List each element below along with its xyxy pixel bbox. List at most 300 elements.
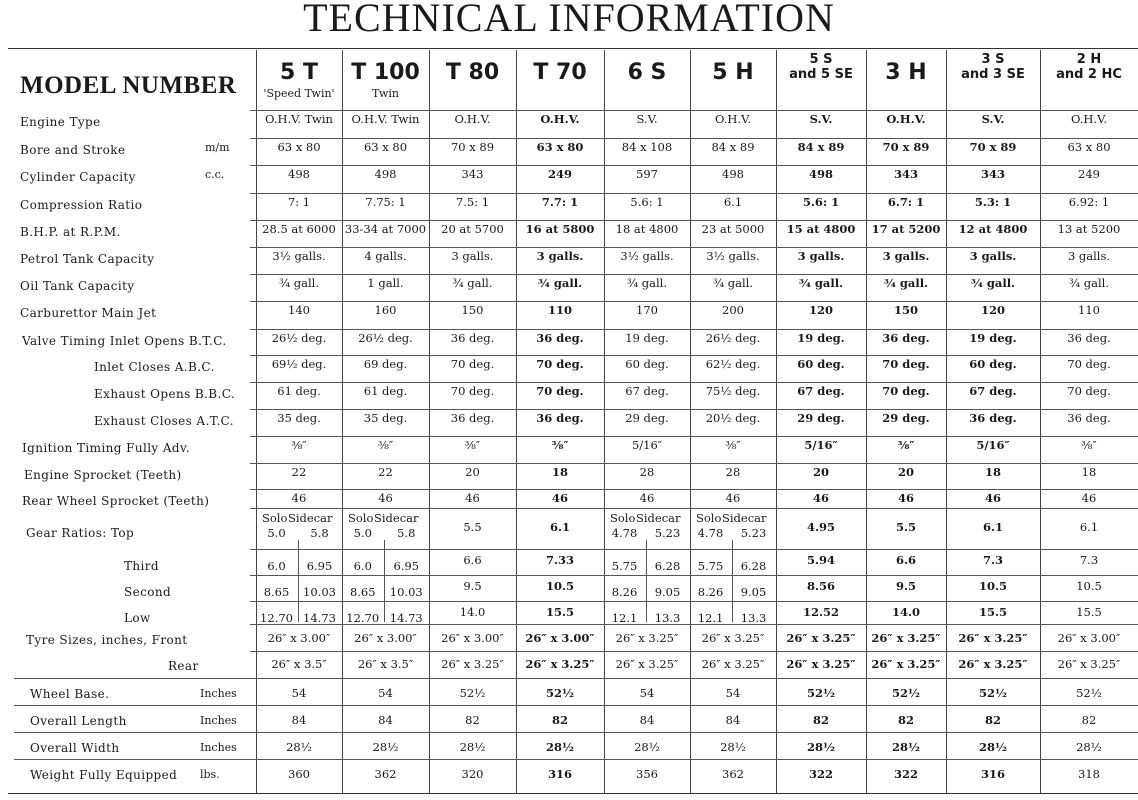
row-rule — [14, 705, 1138, 706]
dim-cell: 28½ — [459, 740, 486, 754]
table-cell: ⅜″ — [377, 438, 394, 452]
table-cell: 7.7: 1 — [541, 195, 579, 209]
table-cell: 46 — [1081, 491, 1097, 505]
tyre-cell: 26″ x 3.25″ — [958, 631, 1028, 645]
model-subtitle: 'Speed Twin' — [263, 87, 335, 100]
row-label: Inlet Closes A.B.C. — [94, 360, 215, 374]
table-cell: 150 — [461, 303, 484, 317]
row-rule — [250, 329, 1138, 330]
table-cell: 69 deg. — [363, 357, 408, 371]
table-cell: 28.5 at 6000 — [262, 222, 336, 236]
table-cell: ⅜″ — [1081, 438, 1097, 452]
table-cell: ¾ gall. — [883, 276, 929, 290]
gear-cell-solo: 8.26 — [697, 585, 724, 599]
tyre-cell: 26″ x 3.25″ — [441, 657, 504, 671]
model-header: 2 H — [1076, 52, 1102, 67]
dim-cell: 28½ — [892, 740, 920, 754]
row-rule — [250, 193, 1138, 194]
table-cell: 12 at 4800 — [958, 222, 1028, 236]
table-cell: 3 galls. — [969, 249, 1017, 263]
model-header: 5 S — [809, 52, 833, 67]
table-cell: 62½ deg. — [705, 357, 761, 371]
tyre-cell: 26″ x 3.00″ — [267, 631, 331, 645]
gear-cell-solo: 5.0 — [267, 526, 286, 540]
row-label: Carburettor Main Jet — [20, 306, 157, 320]
table-cell: 343 — [893, 167, 918, 181]
table-cell: 150 — [893, 303, 918, 317]
tyre-cell: 26″ x 3.00″ — [441, 631, 504, 645]
dim-cell: 362 — [722, 767, 744, 781]
table-cell: 18 at 4800 — [615, 222, 679, 236]
table-cell: 36 deg. — [450, 331, 495, 345]
dim-cell: 82 — [897, 713, 914, 727]
dim-label: Wheel Base. — [30, 687, 110, 701]
dim-cell: 84 — [639, 713, 655, 727]
table-cell: 3½ galls. — [706, 249, 760, 263]
table-cell: 20 — [897, 465, 914, 479]
table-cell: 70 deg. — [882, 384, 930, 398]
row-rule — [250, 489, 1138, 490]
bottom-rule — [8, 793, 1138, 794]
row-rule — [250, 247, 1138, 248]
table-cell: ⅜″ — [291, 438, 307, 452]
table-cell: 20½ deg. — [705, 411, 761, 425]
table-cell: 160 — [374, 303, 397, 317]
gear-cell: 8.56 — [806, 579, 835, 593]
table-cell: 7.5: 1 — [455, 195, 490, 209]
table-cell: 170 — [636, 303, 658, 317]
row-rule — [250, 508, 1138, 509]
table-cell: 46 — [378, 491, 393, 505]
row-rule — [250, 165, 1138, 166]
table-cell: 498 — [374, 167, 397, 181]
gear-cell: 6.1 — [982, 520, 1003, 534]
table-cell: 13 at 5200 — [1057, 222, 1121, 236]
table-cell: O.H.V. Twin — [351, 112, 420, 126]
gear-solo-header: Solo — [348, 511, 374, 525]
model-header-sub: and 5 SE — [789, 67, 853, 82]
row-label: Exhaust Opens B.B.C. — [94, 387, 236, 401]
gear-cell-sidecar: 13.3 — [654, 611, 681, 625]
table-cell: 18 — [551, 465, 568, 479]
model-number-label: MODEL NUMBER — [20, 72, 237, 99]
table-cell: 5/16″ — [804, 438, 838, 452]
table-cell: 36 deg. — [536, 331, 584, 345]
table-cell: 36 deg. — [450, 411, 495, 425]
table-cell: ¾ gall. — [712, 276, 754, 290]
dim-cell: 52½ — [1076, 686, 1102, 700]
tyre-cell: 26″ x 3.00″ — [1057, 631, 1121, 645]
gear-cell-sidecar: 9.05 — [654, 585, 681, 599]
gear-cell: 6.6 — [895, 553, 916, 567]
row-rule — [250, 274, 1138, 275]
table-cell: 70 deg. — [1067, 384, 1111, 398]
gear-cell: 4.95 — [806, 520, 835, 534]
dim-cell: 54 — [639, 686, 655, 700]
dim-cell: 84 — [291, 713, 307, 727]
table-cell: 17 at 5200 — [871, 222, 941, 236]
gear-cell-sidecar: 14.73 — [389, 611, 423, 625]
row-label: Oil Tank Capacity — [20, 279, 135, 293]
table-cell: ¾ gall. — [1068, 276, 1110, 290]
table-cell: 5/16″ — [976, 438, 1010, 452]
table-cell: ¾ gall. — [798, 276, 844, 290]
row-rule — [14, 732, 1138, 733]
gear-split — [646, 540, 647, 622]
table-cell: 4 galls. — [364, 249, 407, 263]
row-label: Bore and Stroke — [20, 143, 126, 157]
table-cell: 597 — [636, 167, 658, 181]
tyre-cell: 26″ x 3.00″ — [525, 631, 595, 645]
table-cell: 5.3: 1 — [974, 195, 1012, 209]
tyre-cell: 26″ x 3.25″ — [871, 657, 941, 671]
table-cell: 343 — [461, 167, 484, 181]
tyre-cell: 26″ x 3.25″ — [871, 631, 941, 645]
row-label: Rear Wheel Sprocket (Teeth) — [22, 494, 210, 508]
row-label: Ignition Timing Fully Adv. — [22, 441, 190, 455]
table-cell: 35 deg. — [363, 411, 408, 425]
dim-unit: lbs. — [200, 768, 220, 781]
row-rule — [250, 355, 1138, 356]
dim-cell: 54 — [291, 686, 307, 700]
dim-cell: 28½ — [546, 740, 574, 754]
dim-cell: 54 — [378, 686, 393, 700]
row-label: Compression Ratio — [20, 198, 143, 212]
table-cell: 67 deg. — [625, 384, 669, 398]
table-cell: 36 deg. — [536, 411, 584, 425]
tyre-label: Rear — [168, 659, 199, 673]
model-header: 3 S — [981, 52, 1005, 67]
table-cell: 46 — [465, 491, 480, 505]
row-rule — [250, 575, 1138, 576]
table-cell: 70 deg. — [536, 384, 584, 398]
gear-label: Third — [124, 559, 159, 573]
table-cell: 46 — [984, 491, 1001, 505]
table-cell: 19 deg. — [969, 331, 1017, 345]
table-cell: 7: 1 — [287, 195, 311, 209]
row-rule — [250, 624, 1138, 625]
dim-cell: 52½ — [892, 686, 920, 700]
gear-cell-sidecar: 5.23 — [740, 526, 767, 540]
table-cell: 18 — [984, 465, 1001, 479]
table-cell: ¾ gall. — [452, 276, 493, 290]
table-cell: 3 galls. — [536, 249, 584, 263]
gear-cell: 5.5 — [463, 520, 482, 534]
tyre-cell: 26″ x 3.00″ — [354, 631, 417, 645]
gear-cell: 15.5 — [1076, 605, 1102, 619]
dim-cell: 28½ — [1076, 740, 1102, 754]
table-cell: 16 at 5800 — [525, 222, 595, 236]
table-cell: 498 — [808, 167, 833, 181]
table-cell: 3 galls. — [451, 249, 494, 263]
table-cell: 5.6: 1 — [802, 195, 840, 209]
table-cell: 3 galls. — [882, 249, 930, 263]
dim-cell: 84 — [725, 713, 741, 727]
gear-cell-sidecar: 14.73 — [303, 611, 336, 625]
tyre-cell: 26″ x 3.5″ — [271, 657, 327, 671]
gear-cell-solo: 4.78 — [611, 526, 638, 540]
dim-cell: 82 — [1081, 713, 1097, 727]
dim-cell: 28½ — [634, 740, 660, 754]
gear-split — [384, 540, 385, 622]
dim-cell: 322 — [893, 767, 918, 781]
gear-cell: 5.94 — [806, 553, 835, 567]
table-cell: 36 deg. — [969, 411, 1017, 425]
gear-label: Low — [124, 611, 151, 625]
table-cell: 75½ deg. — [705, 384, 761, 398]
model-header: T 100 — [351, 60, 420, 85]
table-cell: 22 — [291, 465, 307, 479]
row-rule — [250, 220, 1138, 221]
table-cell: 6.1 — [723, 195, 743, 209]
table-cell: S.V. — [809, 112, 833, 126]
gear-cell-solo: 12.70 — [260, 611, 293, 625]
table-cell: ⅜″ — [725, 438, 741, 452]
tyre-label: Tyre Sizes, inches, Front — [26, 633, 188, 647]
row-rule — [14, 678, 1138, 679]
table-cell: ¾ gall. — [537, 276, 583, 290]
table-cell: 70 deg. — [450, 384, 495, 398]
table-cell: 20 — [812, 465, 829, 479]
table-cell: ¾ gall. — [626, 276, 668, 290]
table-cell: 46 — [291, 491, 307, 505]
dim-cell: 82 — [984, 713, 1001, 727]
model-header: 6 S — [627, 60, 667, 85]
gear-cell: 10.5 — [1076, 579, 1102, 593]
table-cell: 3 galls. — [797, 249, 845, 263]
table-cell: 70 x 89 — [882, 140, 930, 154]
gear-cell-solo: 4.78 — [697, 526, 724, 540]
table-cell: 22 — [378, 465, 393, 479]
gear-sidecar-header: Sidecar — [722, 511, 767, 525]
table-cell: 46 — [639, 491, 655, 505]
table-cell: 18 — [1081, 465, 1097, 479]
gear-cell-solo: 8.26 — [611, 585, 638, 599]
table-cell: 60 deg. — [797, 357, 845, 371]
table-cell: 29 deg. — [625, 411, 669, 425]
table-cell: 26½ deg. — [358, 331, 413, 345]
gear-cell-sidecar: 10.03 — [389, 585, 423, 599]
table-cell: ¾ gall. — [970, 276, 1016, 290]
row-unit: c.c. — [205, 168, 225, 181]
gear-split — [298, 540, 299, 622]
row-rule — [14, 759, 1138, 760]
gear-cell-solo: 12.1 — [697, 611, 724, 625]
row-rule — [250, 409, 1138, 410]
dim-cell: 84 — [378, 713, 393, 727]
table-cell: 20 at 5700 — [441, 222, 504, 236]
gear-cell: 14.0 — [891, 605, 920, 619]
dim-cell: 28½ — [979, 740, 1007, 754]
gear-cell: 6.6 — [463, 553, 482, 567]
gear-cell-sidecar: 6.28 — [740, 559, 767, 573]
gear-cell-sidecar: 10.03 — [303, 585, 336, 599]
dim-cell: 54 — [725, 686, 741, 700]
gear-cell-solo: 6.0 — [353, 559, 372, 573]
gear-cell: 14.0 — [459, 605, 486, 619]
tyre-cell: 26″ x 3.25″ — [615, 657, 679, 671]
gear-cell-sidecar: 5.8 — [397, 526, 416, 540]
table-cell: 120 — [980, 303, 1005, 317]
table-cell: 69½ deg. — [271, 357, 327, 371]
gear-cell-sidecar: 5.8 — [310, 526, 329, 540]
gear-solo-header: Solo — [262, 511, 288, 525]
gear-cell-sidecar: 9.05 — [740, 585, 767, 599]
dim-cell: 322 — [808, 767, 833, 781]
dim-cell: 318 — [1078, 767, 1100, 781]
table-cell: 63 x 80 — [363, 140, 408, 154]
tyre-cell: 26″ x 3.25″ — [701, 631, 765, 645]
dim-cell: 316 — [547, 767, 572, 781]
table-cell: 70 deg. — [882, 357, 930, 371]
table-cell: ⅜″ — [897, 438, 915, 452]
table-cell: S.V. — [981, 112, 1005, 126]
table-cell: 3½ galls. — [620, 249, 674, 263]
tyre-cell: 26″ x 3.25″ — [525, 657, 595, 671]
table-cell: O.H.V. — [886, 112, 926, 126]
gear-cell-solo: 8.65 — [349, 585, 376, 599]
table-cell: 26½ deg. — [271, 331, 327, 345]
table-cell: 63 x 80 — [1067, 140, 1111, 154]
gear-cell: 15.5 — [978, 605, 1007, 619]
table-cell: S.V. — [636, 112, 658, 126]
model-header-sub: and 2 HC — [1056, 67, 1122, 82]
model-header: 5 T — [280, 60, 318, 85]
table-cell: ¾ gall. — [278, 276, 320, 290]
table-cell: 20 — [465, 465, 480, 479]
dim-unit: Inches — [200, 741, 237, 754]
table-cell: 28 — [639, 465, 655, 479]
dim-label: Weight Fully Equipped — [30, 768, 178, 782]
table-cell: 200 — [722, 303, 744, 317]
table-cell: 498 — [288, 167, 310, 181]
tyre-cell: 26″ x 3.25″ — [701, 657, 765, 671]
dim-cell: 82 — [812, 713, 829, 727]
table-cell: 1 gall. — [367, 276, 404, 290]
table-cell: 3 galls. — [1067, 249, 1111, 263]
gear-cell: 12.52 — [802, 605, 839, 619]
table-cell: 29 deg. — [797, 411, 845, 425]
row-label: Engine Sprocket (Teeth) — [24, 468, 182, 482]
dim-cell: 52½ — [979, 686, 1007, 700]
dim-label: Overall Width — [30, 741, 120, 755]
top-rule — [8, 48, 1138, 49]
tyre-cell: 26″ x 3.5″ — [357, 657, 414, 671]
gear-solo-header: Solo — [610, 511, 636, 525]
gear-solo-header: Solo — [696, 511, 722, 525]
table-cell: 67 deg. — [969, 384, 1017, 398]
dim-label: Overall Length — [30, 714, 127, 728]
dim-cell: 52½ — [807, 686, 835, 700]
table-cell: 249 — [547, 167, 572, 181]
gear-cell: 7.3 — [982, 553, 1003, 567]
table-cell: 46 — [812, 491, 829, 505]
dim-cell: 52½ — [546, 686, 574, 700]
gear-cell-solo: 6.0 — [267, 559, 286, 573]
gear-sidecar-header: Sidecar — [288, 511, 333, 525]
row-rule — [250, 463, 1138, 464]
gear-cell-sidecar: 6.95 — [306, 559, 333, 573]
table-cell: 140 — [288, 303, 310, 317]
row-label: Petrol Tank Capacity — [20, 252, 155, 266]
gear-cell-sidecar: 6.28 — [654, 559, 681, 573]
table-cell: 35 deg. — [277, 411, 321, 425]
table-cell: 33-34 at 7000 — [344, 222, 427, 236]
table-cell: 7.75: 1 — [365, 195, 406, 209]
table-cell: 249 — [1078, 167, 1100, 181]
gear-cell: 7.33 — [545, 553, 574, 567]
table-cell: 5.6: 1 — [630, 195, 664, 209]
row-label: Valve Timing Inlet Opens B.T.C. — [22, 334, 227, 348]
gear-cell-solo: 5.75 — [697, 559, 724, 573]
table-cell: 120 — [808, 303, 833, 317]
tyre-cell: 26″ x 3.25″ — [786, 631, 856, 645]
gear-sidecar-header: Sidecar — [374, 511, 419, 525]
table-cell: O.H.V. — [454, 112, 491, 126]
dim-unit: Inches — [200, 687, 237, 700]
gear-cell: 5.5 — [895, 520, 916, 534]
row-label: Exhaust Closes A.T.C. — [94, 414, 234, 428]
gear-cell-solo: 8.65 — [263, 585, 290, 599]
gear-cell: 15.5 — [545, 605, 574, 619]
gear-cell: 9.5 — [895, 579, 916, 593]
row-rule — [250, 301, 1138, 302]
dim-cell: 356 — [636, 767, 658, 781]
table-cell: 26½ deg. — [705, 331, 761, 345]
table-cell: 6.7: 1 — [887, 195, 925, 209]
table-cell: O.H.V. — [540, 112, 580, 126]
row-rule — [250, 651, 1138, 652]
table-cell: 61 deg. — [277, 384, 321, 398]
table-cell: 70 x 89 — [969, 140, 1017, 154]
table-cell: 46 — [725, 491, 741, 505]
gear-cell: 6.1 — [549, 520, 570, 534]
table-cell: 29 deg. — [882, 411, 930, 425]
dim-cell: 52½ — [459, 686, 486, 700]
table-cell: 67 deg. — [797, 384, 845, 398]
dim-cell: 316 — [980, 767, 1005, 781]
table-cell: 63 x 80 — [536, 140, 584, 154]
tyre-cell: 26″ x 3.25″ — [786, 657, 856, 671]
dim-cell: 82 — [465, 713, 480, 727]
gear-cell: 10.5 — [978, 579, 1007, 593]
row-rule — [250, 549, 1138, 550]
table-cell: 84 x 89 — [797, 140, 845, 154]
dim-cell: 320 — [461, 767, 484, 781]
table-cell: ⅜″ — [551, 438, 569, 452]
table-cell: 110 — [547, 303, 572, 317]
gear-cell-solo: 5.75 — [611, 559, 638, 573]
row-rule — [250, 436, 1138, 437]
row-rule — [250, 138, 1138, 139]
row-rule — [250, 382, 1138, 383]
table-cell: 28 — [725, 465, 741, 479]
dim-cell: 28½ — [372, 740, 399, 754]
model-subtitle: Twin — [372, 87, 399, 100]
table-cell: 60 deg. — [625, 357, 669, 371]
table-cell: 36 deg. — [1067, 411, 1111, 425]
table-cell: 70 deg. — [536, 357, 584, 371]
table-cell: 110 — [1078, 303, 1100, 317]
table-cell: 61 deg. — [363, 384, 408, 398]
table-cell: 84 x 89 — [711, 140, 755, 154]
table-cell: 70 deg. — [1067, 357, 1111, 371]
row-label: Engine Type — [20, 115, 101, 129]
tyre-cell: 26″ x 3.25″ — [1057, 657, 1121, 671]
model-header: 5 H — [712, 60, 754, 85]
model-header: T 80 — [445, 60, 500, 85]
dim-cell: 360 — [288, 767, 310, 781]
